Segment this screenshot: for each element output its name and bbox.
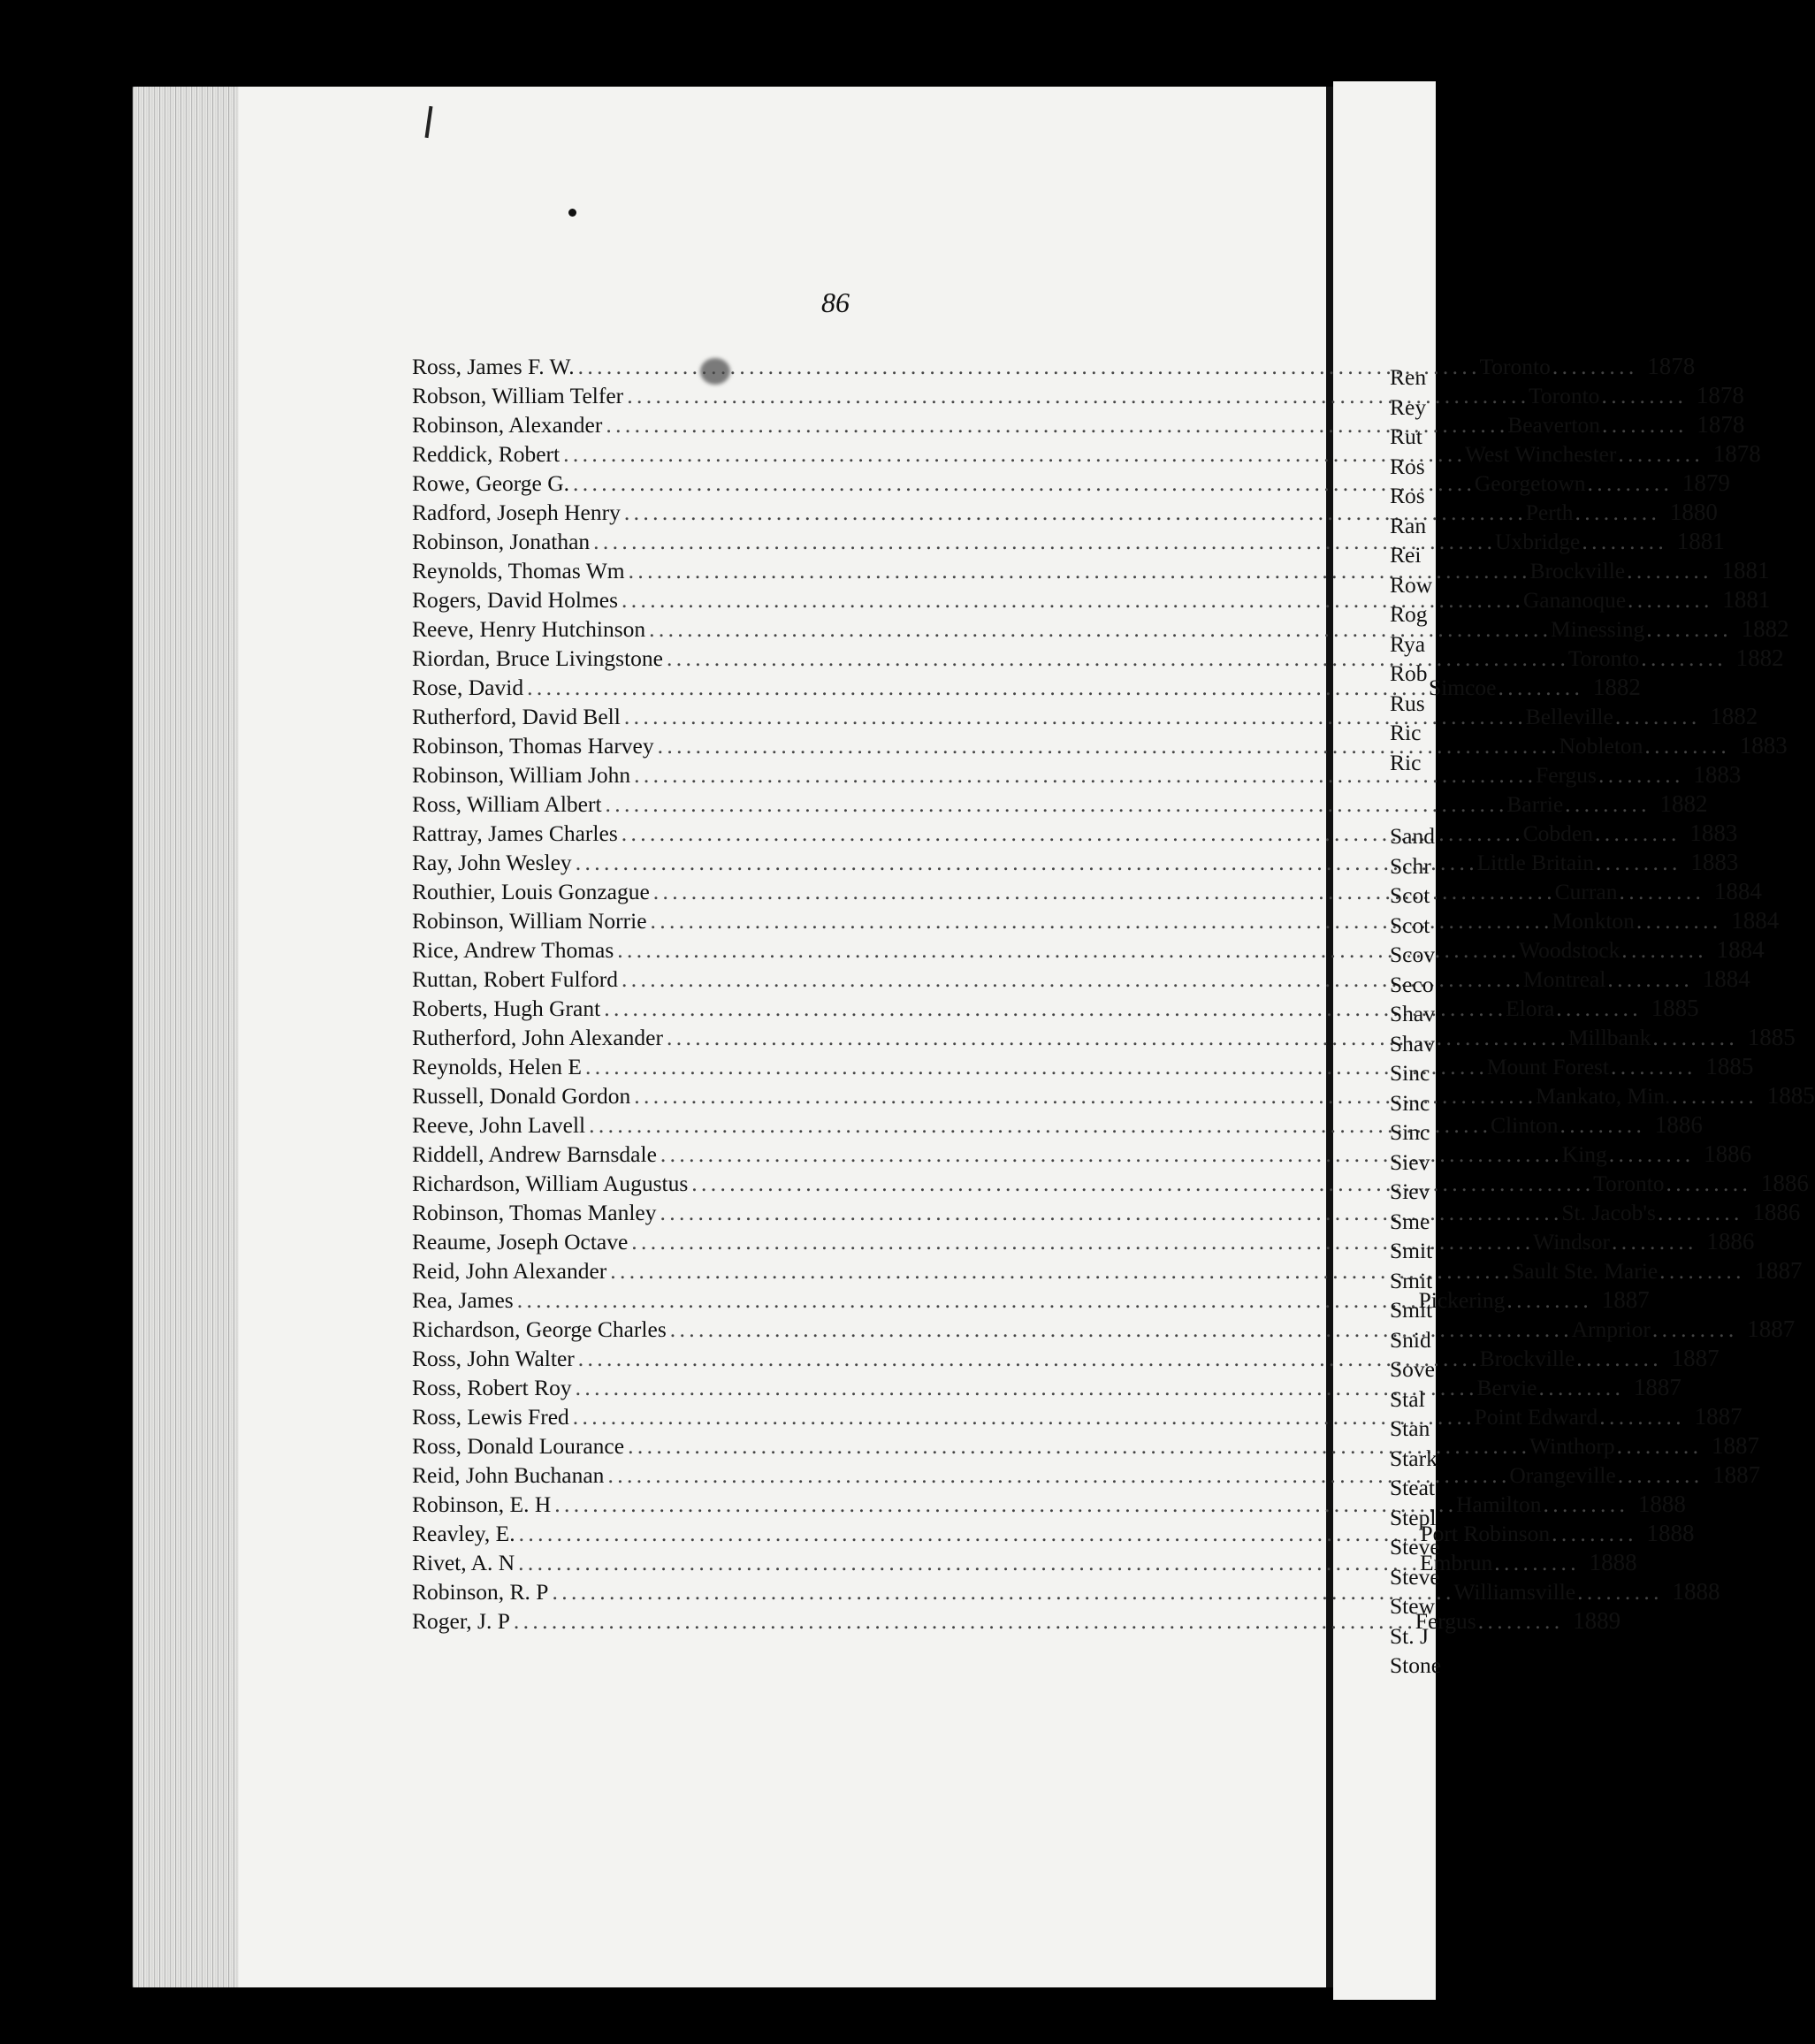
fragment-r: Ran <box>1390 512 1427 538</box>
fragment-s: Smit <box>1390 1267 1433 1293</box>
entry-name: Reid, John Buchanan <box>412 1462 605 1488</box>
entry-name: Robinson, Alexander <box>412 412 603 438</box>
entry-place: Minessing <box>1551 616 1645 642</box>
entry-year: 1886 <box>1704 1140 1752 1167</box>
fragment-s: Stone <box>1390 1652 1442 1678</box>
dot-leader <box>519 1519 1417 1548</box>
fragment-s: Shav <box>1390 1001 1435 1026</box>
entry-name: Ross, James F. W. <box>412 354 575 379</box>
entry-year: 1883 <box>1690 849 1739 875</box>
entry-name: Rice, Andrew Thomas <box>412 937 614 963</box>
fragment-s: Scov <box>1390 942 1435 967</box>
dot-leader <box>1612 1227 1692 1256</box>
fragment-s: Stan <box>1390 1415 1430 1441</box>
entry-name: Rose, David <box>412 675 524 700</box>
dot-leader <box>1596 848 1676 877</box>
dot-leader <box>617 935 1515 965</box>
dot-leader <box>1672 1081 1752 1110</box>
entry-name: Ross, Robert Roy <box>412 1375 572 1400</box>
entry-name: Rutherford, David Bell <box>412 704 621 729</box>
fragment-s: Smit <box>1390 1297 1433 1323</box>
entry-name: Riddell, Andrew Barnsdale <box>412 1141 657 1167</box>
entry-year: 1889 <box>1573 1607 1621 1634</box>
entry-place: Fergus <box>1536 762 1597 788</box>
fragment-s: St. J <box>1390 1622 1429 1649</box>
entry-place: Toronto <box>1479 354 1551 379</box>
entry-place: Uxbridge <box>1495 529 1581 554</box>
fragment-s: Siev <box>1390 1178 1430 1204</box>
entry-place: Toronto <box>1529 383 1600 408</box>
entry-name: Robinson, William John <box>412 762 631 788</box>
entry-place: Nobleton <box>1559 733 1643 759</box>
entry-year: 1886 <box>1706 1228 1755 1255</box>
fragment-s: Scot <box>1390 911 1430 938</box>
dot-leader <box>622 965 1520 994</box>
entry-name: Reeve, John Lavell <box>412 1112 586 1138</box>
fragment-s: Snid <box>1390 1326 1431 1353</box>
dot-leader <box>1658 1198 1738 1227</box>
entry-year: 1886 <box>1752 1199 1801 1225</box>
dot-leader <box>1552 1519 1632 1548</box>
entry-name: Rutherford, John Alexander <box>412 1025 663 1050</box>
dot-leader <box>576 848 1474 877</box>
dot-leader <box>607 1461 1506 1490</box>
fragment-s: Sove <box>1390 1356 1435 1382</box>
entry-place: Orangeville <box>1509 1462 1616 1488</box>
entry-name: Riordan, Bruce Livingstone <box>412 645 663 671</box>
entry-name: Rea, James <box>412 1287 514 1313</box>
dot-leader <box>1582 527 1662 556</box>
entry-name: Richardson, George Charles <box>412 1316 667 1342</box>
dot-leader <box>606 410 1504 439</box>
register-entry <box>412 585 1771 614</box>
entry-year: 1881 <box>1676 528 1725 554</box>
entry-name: Richardson, William Augustus <box>412 1171 689 1196</box>
entry-year: 1887 <box>1712 1432 1760 1459</box>
entry-name: Robinson, Thomas Manley <box>412 1200 657 1225</box>
entry-name: Robinson, E. H <box>412 1491 552 1517</box>
dot-leader <box>517 1285 1415 1315</box>
page-number: 86 <box>821 286 850 318</box>
entry-year: 1887 <box>1712 1461 1761 1488</box>
dot-leader <box>1599 1402 1680 1431</box>
entry-place: Mount Forest <box>1486 1054 1609 1079</box>
dot-leader <box>1627 556 1707 585</box>
entry-year: 1888 <box>1672 1578 1720 1605</box>
dot-leader <box>527 673 1425 702</box>
dot-leader <box>1652 1315 1733 1344</box>
entry-year: 1884 <box>1716 936 1765 963</box>
entry-year: 1884 <box>1702 965 1750 992</box>
fragment-s: Sand <box>1390 823 1435 849</box>
entry-place: Clinton <box>1491 1112 1559 1138</box>
dot-leader <box>610 1256 1508 1285</box>
entry-place: Hamilton <box>1456 1491 1542 1517</box>
dot-leader <box>1556 994 1636 1023</box>
entry-place: Embrun <box>1420 1550 1493 1575</box>
entry-place: Montreal <box>1522 966 1606 992</box>
entry-place: Bervie <box>1476 1375 1537 1400</box>
entry-name: Reavley, E. <box>412 1521 515 1546</box>
dot-leader <box>624 498 1522 527</box>
entry-year: 1884 <box>1731 907 1780 934</box>
dot-leader <box>1617 1431 1697 1461</box>
entry-place: Williamsville <box>1453 1579 1576 1605</box>
entry-year: 1878 <box>1712 440 1761 467</box>
fragment-r: Ren <box>1390 364 1427 390</box>
entry-place: Pickering <box>1418 1287 1506 1313</box>
fragment-r: Ros <box>1390 453 1425 479</box>
dot-leader <box>1478 1606 1559 1636</box>
entry-year: 1887 <box>1633 1374 1682 1400</box>
entry-year: 1887 <box>1754 1257 1803 1284</box>
entry-place: Gananoque <box>1522 587 1627 613</box>
fragment-r: Ric <box>1390 720 1422 745</box>
dot-leader <box>622 819 1520 848</box>
entry-place: Barrie <box>1506 791 1564 817</box>
dot-leader <box>1659 1256 1740 1285</box>
stray-mark <box>568 209 576 217</box>
entry-place: St. Jacob's <box>1561 1200 1656 1225</box>
dot-leader <box>604 994 1502 1023</box>
entry-year: 1887 <box>1671 1345 1720 1371</box>
entry-place: Elora <box>1506 995 1555 1021</box>
dot-leader <box>1636 906 1717 935</box>
entry-name: Reid, John Alexander <box>412 1258 607 1284</box>
dot-leader <box>554 1490 1453 1519</box>
fragment-s: Steat <box>1390 1475 1435 1500</box>
entry-place: Point Edward <box>1474 1404 1598 1430</box>
dot-leader <box>1607 965 1688 994</box>
fragment-s: Sinc <box>1390 1060 1430 1086</box>
dot-leader <box>1552 352 1633 381</box>
dot-leader <box>1587 469 1667 498</box>
dot-leader <box>573 469 1471 498</box>
register-entry <box>412 789 1708 819</box>
dot-leader <box>624 702 1522 731</box>
dot-leader <box>1539 1373 1620 1402</box>
dot-leader <box>514 1606 1412 1636</box>
dot-leader <box>1615 702 1696 731</box>
dot-leader <box>1619 877 1699 906</box>
entry-year: 1878 <box>1647 353 1696 379</box>
fragment-r: Ric <box>1390 749 1422 775</box>
fragment-s: Smit <box>1390 1238 1433 1263</box>
entry-name: Ruttan, Robert Fulford <box>412 966 619 992</box>
entry-place: Toronto <box>1567 645 1640 671</box>
fragment-s: Sme <box>1390 1208 1430 1234</box>
fragment-s: Scot <box>1390 882 1430 908</box>
right-page-fragments <box>1390 362 1441 1681</box>
dot-leader <box>585 1052 1483 1081</box>
entry-year: 1882 <box>1592 674 1641 700</box>
fragment-r: Ros <box>1390 483 1425 508</box>
dot-leader <box>691 1169 1590 1198</box>
entry-name: Routhier, Louis Gonzague <box>412 879 650 904</box>
entry-year: 1878 <box>1697 411 1745 438</box>
entry-year: 1888 <box>1637 1491 1686 1517</box>
dot-leader <box>1646 614 1727 644</box>
entry-place: Port Robinson <box>1420 1521 1551 1546</box>
dot-leader <box>1644 731 1725 760</box>
dot-leader <box>1494 1548 1575 1577</box>
dot-leader <box>578 1344 1476 1373</box>
entry-name: Robinson, William Norrie <box>412 908 647 934</box>
dot-leader <box>1652 1023 1733 1052</box>
entry-year: 1888 <box>1589 1549 1637 1575</box>
entry-name: Ross, Lewis Fred <box>412 1404 569 1430</box>
entry-place: King <box>1561 1141 1607 1167</box>
entry-year: 1886 <box>1654 1111 1703 1138</box>
fragment-r: Rog <box>1390 601 1428 627</box>
entry-place: Brockville <box>1479 1346 1575 1371</box>
dot-leader <box>518 1548 1416 1577</box>
dot-leader <box>1506 1285 1587 1315</box>
entry-place: Belleville <box>1525 704 1613 729</box>
entry-place: Cobden <box>1522 820 1593 846</box>
dot-leader <box>552 1577 1450 1606</box>
entry-year: 1881 <box>1721 557 1770 583</box>
entry-year: 1887 <box>1601 1286 1650 1313</box>
entry-name: Robinson, Thomas Harvey <box>412 733 654 759</box>
entry-name: Radford, Joseph Henry <box>412 500 621 525</box>
entry-year: 1882 <box>1735 644 1784 671</box>
dot-leader <box>1628 585 1708 614</box>
dot-leader <box>1543 1490 1623 1519</box>
entry-year: 1887 <box>1747 1316 1796 1342</box>
entry-place: Toronto <box>1593 1171 1665 1196</box>
dot-leader <box>1577 1577 1658 1606</box>
entry-name: Robson, William Telfer <box>412 383 624 408</box>
entry-year: 1883 <box>1739 732 1788 759</box>
entry-name: Roberts, Hugh Grant <box>412 995 601 1021</box>
entry-place: Brockville <box>1529 558 1626 583</box>
entry-name: Rivet, A. N <box>412 1550 515 1575</box>
entry-place: Little Britain <box>1476 850 1594 875</box>
fragment-r: Rut <box>1390 423 1422 449</box>
dot-leader <box>576 1373 1474 1402</box>
entry-name: Roger, J. P <box>412 1608 510 1634</box>
dot-leader <box>573 1402 1471 1431</box>
entry-name: Robinson, R. P <box>412 1579 549 1605</box>
entry-place: Curran <box>1554 879 1618 904</box>
fragment-s: Stal <box>1390 1385 1425 1412</box>
dot-leader <box>1601 381 1682 410</box>
fragment-s: Sinc <box>1390 1089 1430 1116</box>
entry-name: Ray, John Wesley <box>412 850 572 875</box>
fragment-s: Seco <box>1390 971 1434 997</box>
dot-leader <box>593 527 1491 556</box>
entry-year: 1885 <box>1651 995 1699 1021</box>
entry-place: Perth <box>1525 500 1574 525</box>
entry-year: 1882 <box>1659 790 1708 817</box>
fragment-r: Rob <box>1390 660 1428 686</box>
entry-name: Rogers, David Holmes <box>412 587 619 613</box>
dot-leader <box>1565 789 1645 819</box>
fragment-r: Rey <box>1390 393 1427 420</box>
fragment-r: Rei <box>1390 542 1422 568</box>
entry-year: 1879 <box>1682 469 1730 496</box>
dot-leader <box>1575 498 1656 527</box>
entry-name: Reddick, Robert <box>412 441 561 467</box>
entry-place: Sault Ste. Marie <box>1512 1258 1659 1284</box>
entry-name: Ross, William Albert <box>412 791 602 817</box>
entry-year: 1884 <box>1713 878 1762 904</box>
page-edge <box>133 87 239 1987</box>
fragment-r: Row <box>1390 571 1433 598</box>
entry-name: Reaume, Joseph Octave <box>412 1229 629 1255</box>
entry-name: Reeve, Henry Hutchinson <box>412 616 646 642</box>
entry-place: Fergus <box>1415 1608 1476 1634</box>
dot-leader <box>1560 1110 1641 1140</box>
dot-leader <box>1611 1052 1691 1081</box>
entry-name: Rattray, James Charles <box>412 820 618 846</box>
entry-year: 1885 <box>1705 1053 1754 1079</box>
entry-place: West Winchester <box>1465 441 1617 467</box>
fragment-s: Stepl <box>1390 1504 1437 1530</box>
fragment-gap <box>1390 777 1441 821</box>
entry-place: Monkton <box>1552 908 1635 934</box>
entry-name: Robinson, Jonathan <box>412 529 591 554</box>
fragment-s: Shav <box>1390 1030 1435 1056</box>
entry-name: Ross, John Walter <box>412 1346 575 1371</box>
entry-year: 1881 <box>1722 586 1771 613</box>
entry-place: Winthorp <box>1529 1433 1615 1459</box>
dot-leader <box>1618 1461 1698 1490</box>
fragment-s: Steve <box>1390 1534 1440 1560</box>
dot-leader <box>1576 1344 1657 1373</box>
fragment-r: Rya <box>1390 630 1426 657</box>
entry-year: 1883 <box>1693 761 1742 788</box>
dot-leader <box>1641 644 1721 673</box>
dot-leader <box>606 789 1504 819</box>
fragment-s: Steve <box>1390 1563 1440 1590</box>
entry-place: Arnprior <box>1571 1316 1651 1342</box>
entry-name: Reynolds, Helen E <box>412 1054 582 1079</box>
entry-place: Simcoe <box>1428 675 1497 700</box>
fragment-r: Rus <box>1390 690 1425 716</box>
entry-year: 1880 <box>1669 499 1718 525</box>
entry-year: 1885 <box>1747 1024 1796 1050</box>
entry-name: Reynolds, Thomas Wm <box>412 558 625 583</box>
entry-year: 1888 <box>1646 1520 1695 1546</box>
entry-place: Mankato, Min. <box>1536 1083 1671 1109</box>
dot-leader <box>1602 410 1682 439</box>
entry-name: Rowe, George G. <box>412 470 569 496</box>
fragment-s: Stew <box>1390 1593 1435 1619</box>
dot-leader <box>1618 439 1698 469</box>
entry-year: 1882 <box>1741 615 1789 642</box>
entry-year: 1878 <box>1696 382 1744 408</box>
entry-place: Windsor <box>1533 1229 1610 1255</box>
dot-leader <box>1498 673 1578 702</box>
dot-leader <box>1666 1169 1747 1198</box>
dot-leader <box>1621 935 1702 965</box>
entry-year: 1886 <box>1760 1170 1809 1196</box>
fragment-s: Sinc <box>1390 1119 1430 1145</box>
entry-year: 1887 <box>1694 1403 1743 1430</box>
fragment-s: Schr <box>1390 852 1431 879</box>
dot-leader <box>563 439 1461 469</box>
dot-leader <box>622 585 1520 614</box>
dot-leader <box>1595 819 1675 848</box>
dot-leader <box>1598 760 1679 789</box>
entry-name: Ross, Donald Lourance <box>412 1433 625 1459</box>
entry-place: Woodstock <box>1519 937 1621 963</box>
entry-year: 1882 <box>1710 703 1758 729</box>
entry-year: 1885 <box>1766 1082 1815 1109</box>
entry-name: Russell, Donald Gordon <box>412 1083 631 1109</box>
entry-year: 1883 <box>1689 820 1738 846</box>
entry-place: Beaverton <box>1507 412 1600 438</box>
dot-leader <box>589 1110 1487 1140</box>
entry-place: Millbank <box>1567 1025 1651 1050</box>
dot-leader <box>578 352 1476 381</box>
fragment-s: Siev <box>1390 1148 1430 1175</box>
entry-place: Georgetown <box>1474 470 1586 496</box>
dot-leader <box>1609 1140 1689 1169</box>
fragment-s: Stark <box>1390 1445 1438 1471</box>
